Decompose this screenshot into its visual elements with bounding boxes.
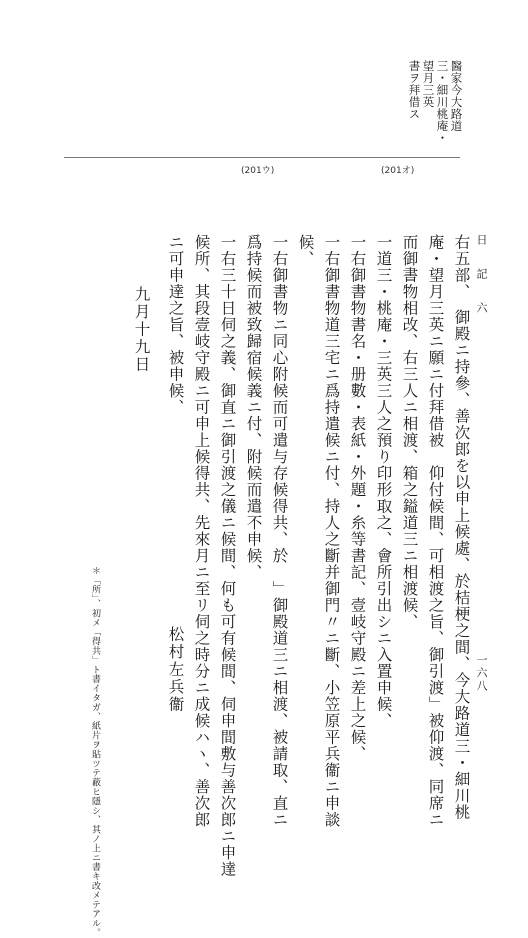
margin-note-line-2: 三・細川桃庵・: [435, 60, 450, 144]
margin-note-line-3: 望月三英: [421, 60, 436, 108]
signature: 松村左兵衞: [166, 626, 185, 714]
body-line-8: 一右御書物ニ同心附候而可遣与存候得共、於 」御殿道三ニ相渡、被請取、直ニ: [270, 234, 289, 828]
date-line: 九月十九日: [132, 286, 151, 374]
body-line-11: 候所、其段壹岐守殿ニ可申上候得共、先來月ニ至リ伺之時分ニ成候ハヽ、善次郎: [192, 234, 211, 828]
page-tag-left: (201ウ): [241, 166, 275, 176]
body-line-4: 一道三・桃庵・三英三人之預り印形取之、會所引出シニ入置申候、: [374, 234, 393, 729]
page-tag-right: (201オ): [381, 166, 415, 176]
body-line-9: 爲持候而被致歸宿候義ニ付、附候而遣不申候、: [244, 234, 263, 581]
body-line-5: 一右御書物書名・册數・表紙・外題・糸等書記、壹岐守殿ニ差上之候、: [348, 234, 367, 762]
body-line-2: 庵・望月三英ニ願ニ付拜借被 仰付候間、可相渡之旨、御引渡」被仰渡、同席ニ: [426, 234, 445, 828]
body-line-12: ニ可申達之旨、被申候、: [166, 234, 185, 416]
body-line-6: 一右御書物道三宅ニ爲持遣候ニ付、持人之斷并御門〃ニ斷、小笠原平兵衞ニ申談: [322, 234, 341, 828]
page-number: 一六八: [475, 654, 488, 693]
margin-note-line-4: 書ヲ拜借ス: [407, 60, 422, 120]
margin-note-line-1: 醫家今大路道: [449, 60, 464, 132]
section-header: 日 記 六: [475, 234, 488, 319]
body-line-1: 右五部、 御殿ニ持參、善次郎を以申上候處、於桔梗之間、今大路道三・細川桃: [452, 234, 471, 821]
body-line-3: 而御書物相改、右三人ニ相渡、箱之鎰道三ニ相渡候、: [400, 234, 419, 630]
horizontal-rule: [64, 157, 460, 158]
body-line-10: 一右三十日伺之義、御直ニ御引渡之儀ニ候間、何も可有候間、伺申間敷与善次郎ニ申達: [218, 234, 237, 878]
footnote: ＊「所」、初メ「得共」ト書イタガ、紙片ヲ貼ツテ蔽ヒ隱シ、其ノ上ニ書キ改メテアル。: [90, 566, 100, 938]
body-line-7: 候、: [296, 234, 315, 267]
